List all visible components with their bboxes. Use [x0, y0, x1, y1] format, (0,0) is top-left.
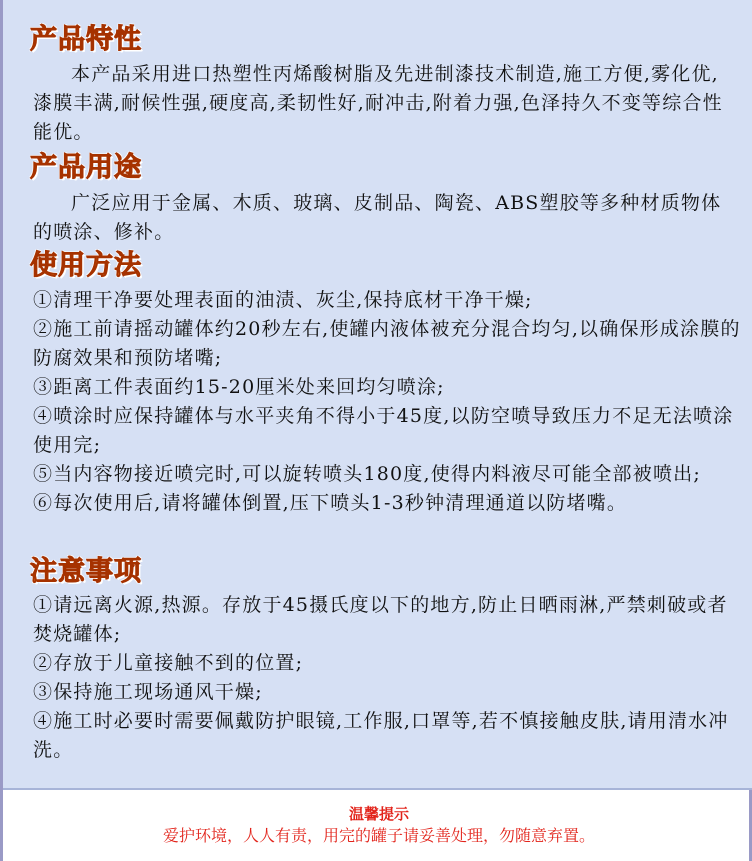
uses-text: 广泛应用于金属、木质、玻璃、皮制品、陶瓷、ABS塑胶等多种材质物体的喷涂、修补。 [33, 192, 722, 243]
note-item-4: ④施工时必要时需要佩戴防护眼镜,工作服,口罩等,若不慎接触皮肤,请用清水冲洗。 [33, 710, 729, 761]
method-step-5: ⑤当内容物接近喷完时,可以旋转喷头180度,使得内料液尽可能全部被喷出; [33, 463, 701, 485]
method-step-6: ⑥每次使用后,请将罐体倒置,压下喷头1-3秒钟清理通道以防堵嘴。 [33, 492, 628, 514]
method-list [33, 286, 745, 518]
tip-text: 爱护环境，人人有责，用完的罐子请妥善处理，勿随意弃置。 [162, 826, 595, 845]
method-step-1: ①清理干净要处理表面的油渍、灰尘,保持底材干净干燥; [33, 289, 533, 311]
features-heading: 产品特性 [30, 24, 142, 55]
content-panel [3, 0, 752, 790]
method-step-3: ③距离工件表面约15-20厘米处来回均匀喷涂; [33, 376, 445, 398]
tip-title: 温馨提示 [348, 805, 409, 823]
note-item-3: ③保持施工现场通风干燥; [33, 681, 263, 703]
method-step-4: ④喷涂时应保持罐体与水平夹角不得小于45度,以防空喷导致压力不足无法喷涂使用完; [33, 405, 734, 456]
notes-heading: 注意事项 [30, 556, 142, 587]
method-step-2: ②施工前请摇动罐体约20秒左右,使罐内液体被充分混合均匀,以确保形成涂膜的防腐效果和预防堵嘴; [33, 318, 741, 369]
note-item-1: ①请远离火源,热源。存放于45摄氏度以下的地方,防止日晒雨淋,严禁刺破或者焚烧罐体; [33, 594, 728, 645]
features-text: 本产品采用进口热塑性丙烯酸树脂及先进制漆技术制造,施工方便,雾化优,漆膜丰满,耐候性强,硬度高,柔韧性好,耐冲击,附着力强,色泽持久不变等综合性能优。 [33, 63, 723, 143]
method-heading: 使用方法 [30, 250, 142, 281]
uses-heading: 产品用途 [30, 152, 142, 183]
note-item-2: ②存放于儿童接触不到的位置; [33, 652, 304, 674]
notes-list [33, 591, 745, 765]
